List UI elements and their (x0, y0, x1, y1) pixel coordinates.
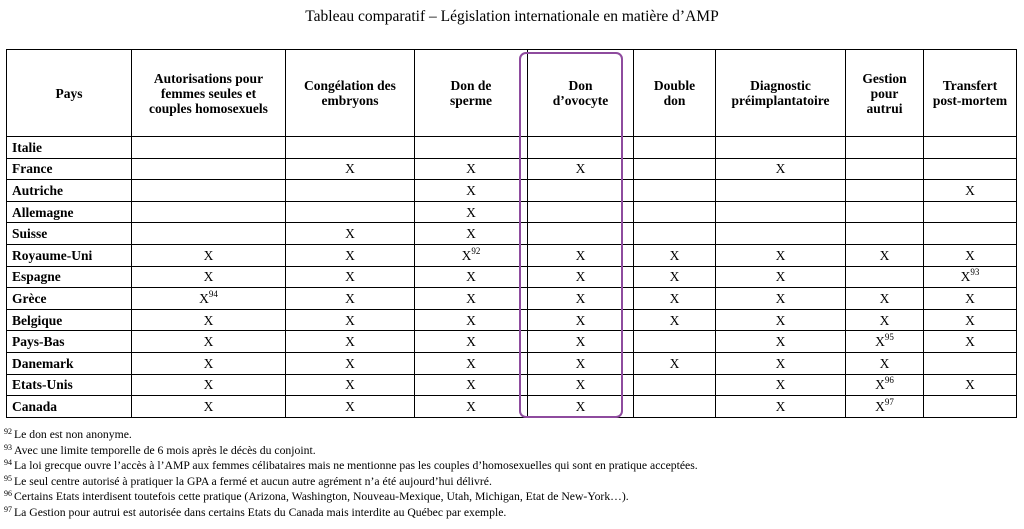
footnote-ref: 95 (884, 332, 894, 343)
mark: X (345, 247, 355, 263)
mark-cell (846, 374, 924, 396)
mark-cell (132, 266, 286, 288)
mark-cell (846, 288, 924, 310)
footnote-text: Avec une limite temporelle de 6 mois après le décès du conjoint. (14, 443, 316, 457)
mark: X (203, 398, 214, 414)
footnote-ref: 97 (884, 396, 894, 407)
footnote-number: 93 (4, 442, 12, 452)
mark-cell (634, 352, 716, 374)
mark: X (199, 290, 209, 306)
footnote-ref: 94 (208, 288, 218, 299)
table-row (7, 223, 1017, 245)
mark-cell (924, 201, 1017, 223)
mark-cell (716, 331, 846, 353)
mark: X (575, 290, 586, 306)
mark-cell (132, 137, 286, 159)
mark: X (466, 312, 476, 328)
header-congelation: Congélation des embryons (286, 50, 415, 137)
mark-cell (634, 374, 716, 396)
mark-cell (286, 266, 415, 288)
mark: X (345, 312, 355, 328)
mark-cell (132, 396, 286, 418)
footnote-ref: 93 (970, 267, 980, 278)
mark-cell (846, 309, 924, 331)
mark: X (345, 290, 355, 306)
mark: X (575, 161, 586, 177)
table-row (7, 374, 1017, 396)
mark-cell (528, 266, 634, 288)
mark-cell (924, 137, 1017, 159)
table-row (7, 331, 1017, 353)
mark: X (466, 204, 476, 220)
mark-cell (415, 201, 528, 223)
mark: X (575, 312, 586, 328)
header-gpa: Gestion pour autrui (846, 50, 924, 137)
mark-cell (846, 352, 924, 374)
mark: X (466, 161, 476, 177)
mark: X (575, 247, 586, 263)
mark: X (203, 377, 214, 393)
mark-cell (528, 331, 634, 353)
mark-cell (132, 331, 286, 353)
mark: X (575, 398, 586, 414)
mark-cell (286, 288, 415, 310)
table-row (7, 352, 1017, 374)
mark-cell (846, 201, 924, 223)
header-transfert: Transfert post-mortem (924, 50, 1017, 137)
mark: X (466, 290, 476, 306)
mark: X (345, 161, 355, 177)
mark: X (466, 334, 476, 350)
table-body (7, 137, 1017, 418)
mark-cell (286, 201, 415, 223)
footnote-number: 96 (4, 489, 12, 499)
country-cell: Pays-Bas (7, 331, 132, 353)
mark-cell (286, 244, 415, 266)
country-cell: Grèce (7, 288, 132, 310)
mark-cell (716, 201, 846, 223)
mark-cell (286, 309, 415, 331)
comparison-table (6, 49, 1017, 418)
mark: X (345, 226, 355, 242)
mark: X (669, 290, 680, 306)
mark-cell (634, 331, 716, 353)
mark-cell (415, 158, 528, 180)
mark: X (879, 312, 890, 328)
country-cell: Suisse (7, 223, 132, 245)
mark-cell (716, 396, 846, 418)
mark: X (875, 334, 885, 350)
mark-cell (132, 309, 286, 331)
mark-cell (716, 223, 846, 245)
mark: X (669, 247, 680, 263)
mark: X (669, 312, 680, 328)
mark-cell (415, 137, 528, 159)
mark-cell (634, 180, 716, 202)
mark-cell (924, 374, 1017, 396)
mark-cell (132, 374, 286, 396)
mark-cell (716, 309, 846, 331)
mark: X (466, 377, 476, 393)
table-row (7, 309, 1017, 331)
mark: X (775, 355, 786, 371)
mark-cell (132, 244, 286, 266)
mark-cell (634, 396, 716, 418)
mark: X (879, 247, 890, 263)
mark: X (466, 355, 476, 371)
mark-cell (846, 244, 924, 266)
header-pays: Pays (7, 50, 132, 137)
mark-cell (528, 288, 634, 310)
mark: X (203, 269, 214, 285)
mark-cell (924, 309, 1017, 331)
mark: X (775, 377, 786, 393)
mark-cell (924, 223, 1017, 245)
header-don-sperme: Don de sperme (415, 50, 528, 137)
footnotes (4, 427, 1020, 521)
mark-cell (132, 158, 286, 180)
footnote (4, 427, 1020, 443)
footnote-text: Le don est non anonyme. (14, 428, 132, 441)
mark-cell (528, 158, 634, 180)
mark-cell (846, 396, 924, 418)
mark: X (965, 334, 975, 350)
table-row (7, 180, 1017, 202)
mark-cell (634, 266, 716, 288)
mark-cell (716, 158, 846, 180)
mark-cell (716, 352, 846, 374)
mark: X (345, 334, 355, 350)
mark-cell (924, 352, 1017, 374)
mark-cell (415, 396, 528, 418)
mark-cell (132, 223, 286, 245)
table-row (7, 137, 1017, 159)
footnote-text: Certains Etats interdisent toutefois cette pratique (Arizona, Washington, Nouveau-Mexique, Utah, Michigan, Etat de New-York…). (14, 490, 629, 504)
mark-cell (528, 137, 634, 159)
mark-cell (286, 223, 415, 245)
table-row (7, 396, 1017, 418)
mark: X (345, 377, 355, 393)
mark-cell (634, 137, 716, 159)
mark: X (669, 269, 680, 285)
mark-cell (528, 180, 634, 202)
mark-cell (415, 352, 528, 374)
mark-cell (528, 244, 634, 266)
mark-cell (286, 374, 415, 396)
footnote (4, 443, 1020, 459)
mark-cell (528, 223, 634, 245)
table-row (7, 266, 1017, 288)
mark-cell (716, 266, 846, 288)
mark: X (345, 355, 355, 371)
mark: X (466, 398, 476, 414)
mark-cell (132, 352, 286, 374)
footnote-text: Le seul centre autorisé à pratiquer la GPA a fermé et aucun autre agrément n’a été aujourd’hui délivré. (14, 474, 492, 488)
mark: X (575, 334, 586, 350)
mark-cell (716, 244, 846, 266)
mark: X (203, 247, 214, 263)
mark: X (775, 161, 786, 177)
mark: X (775, 334, 786, 350)
mark-cell (924, 180, 1017, 202)
mark-cell (415, 266, 528, 288)
footnote-number: 92 (4, 427, 12, 436)
mark-cell (415, 223, 528, 245)
table-row (7, 244, 1017, 266)
mark-cell (415, 288, 528, 310)
mark: X (965, 182, 975, 198)
mark: X (575, 377, 586, 393)
mark-cell (846, 223, 924, 245)
footnote-number: 94 (4, 458, 12, 468)
mark-cell (415, 180, 528, 202)
mark-cell (846, 180, 924, 202)
country-cell: Italie (7, 137, 132, 159)
footnote (4, 505, 1020, 521)
mark-cell (415, 331, 528, 353)
mark-cell (634, 309, 716, 331)
mark-cell (634, 244, 716, 266)
mark-cell (415, 244, 528, 266)
footnote (4, 489, 1020, 505)
mark: X (203, 355, 214, 371)
mark-cell (132, 201, 286, 223)
mark: X (775, 398, 786, 414)
footnote-text: La loi grecque ouvre l’accès à l’AMP aux femmes célibataires mais ne mentionne pas les couples d’homosexuelles qui sont en pratique acceptées. (14, 459, 698, 473)
mark: X (203, 312, 214, 328)
mark-cell (286, 158, 415, 180)
mark: X (669, 355, 680, 371)
mark: X (965, 290, 975, 306)
header-double-don: Double don (634, 50, 716, 137)
mark-cell (634, 158, 716, 180)
header-don-ovocyte: Don d’ovocyte (528, 50, 634, 137)
mark-cell (924, 288, 1017, 310)
country-cell: Royaume-Uni (7, 244, 132, 266)
mark: X (960, 269, 971, 285)
mark: X (345, 269, 355, 285)
mark: X (775, 247, 786, 263)
mark-cell (286, 396, 415, 418)
mark-cell (528, 309, 634, 331)
mark: X (345, 398, 355, 414)
mark-cell (846, 158, 924, 180)
mark-cell (286, 180, 415, 202)
country-cell: Canada (7, 396, 132, 418)
mark-cell (924, 158, 1017, 180)
mark-cell (286, 352, 415, 374)
mark-cell (924, 331, 1017, 353)
mark: X (879, 290, 890, 306)
mark-cell (716, 288, 846, 310)
footnote-number: 97 (4, 504, 12, 514)
footnote-ref: 92 (471, 245, 481, 256)
mark-cell (132, 180, 286, 202)
mark-cell (846, 137, 924, 159)
mark-cell (716, 180, 846, 202)
mark-cell (924, 396, 1017, 418)
table-row (7, 288, 1017, 310)
country-cell: Autriche (7, 180, 132, 202)
mark: X (466, 269, 476, 285)
footnote (4, 458, 1020, 474)
mark: X (965, 312, 975, 328)
mark: X (775, 290, 786, 306)
country-cell: Belgique (7, 309, 132, 331)
mark: X (466, 226, 476, 242)
table-row (7, 158, 1017, 180)
mark: X (775, 269, 786, 285)
mark-cell (528, 374, 634, 396)
mark-cell (634, 201, 716, 223)
footnote-ref: 96 (884, 375, 894, 386)
mark-cell (924, 244, 1017, 266)
footnote-number: 95 (4, 473, 12, 483)
mark-cell (286, 331, 415, 353)
mark-cell (286, 137, 415, 159)
page-title: Tableau comparatif – Législation internationale en matière d’AMP (305, 8, 719, 25)
country-cell: Etats-Unis (7, 374, 132, 396)
mark: X (575, 355, 586, 371)
mark: X (466, 182, 476, 198)
table-header-row (7, 50, 1017, 137)
country-cell: Espagne (7, 266, 132, 288)
mark: X (575, 269, 586, 285)
table-row (7, 201, 1017, 223)
mark: X (879, 355, 890, 371)
mark-cell (924, 266, 1017, 288)
mark: X (203, 334, 214, 350)
mark: X (461, 247, 472, 263)
country-cell: Allemagne (7, 201, 132, 223)
mark-cell (846, 266, 924, 288)
mark-cell (132, 288, 286, 310)
mark: X (965, 377, 975, 393)
mark-cell (528, 396, 634, 418)
footnote (4, 474, 1020, 490)
mark-cell (528, 201, 634, 223)
mark-cell (846, 331, 924, 353)
header-diagnostic: Diagnostic préimplantatoire (716, 50, 846, 137)
mark-cell (415, 374, 528, 396)
country-cell: Danemark (7, 352, 132, 374)
mark: X (875, 377, 885, 393)
mark: X (965, 247, 975, 263)
country-cell: France (7, 158, 132, 180)
mark-cell (716, 137, 846, 159)
header-autorisations: Autorisations pour femmes seules et couples homosexuels (132, 50, 286, 137)
mark-cell (634, 288, 716, 310)
mark-cell (528, 352, 634, 374)
footnote-text: La Gestion pour autrui est autorisée dans certains Etats du Canada mais interdite au Québec par exemple. (14, 505, 507, 519)
mark: X (875, 398, 885, 414)
mark-cell (716, 374, 846, 396)
mark-cell (415, 309, 528, 331)
mark-cell (634, 223, 716, 245)
mark: X (775, 312, 786, 328)
